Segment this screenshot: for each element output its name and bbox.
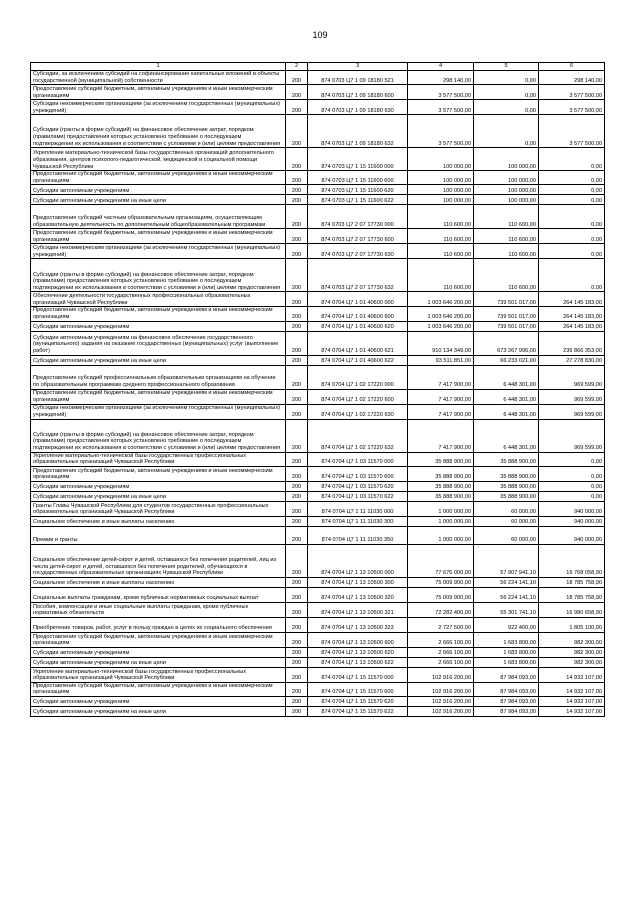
row-value-approved: 2 666 100,00: [408, 647, 474, 657]
row-classification-code: 874 0704 Ц7 1 15 11570 620: [308, 696, 408, 706]
row-name: Социальные выплаты гражданам, кроме публичных нормативных социальных выплат: [31, 587, 286, 602]
table-row: [31, 355, 605, 365]
row-value-approved: 7 417 900,00: [408, 365, 474, 389]
table-row: [31, 544, 605, 577]
row-name: Предоставление субсидий профессиональным образовательным организациям на обучение по образовательным программам среднего профессионального образования: [31, 365, 286, 389]
row-line-code: 200: [286, 667, 308, 682]
row-line-code: 200: [286, 331, 308, 355]
row-value-executed: 100 000,00: [474, 148, 539, 171]
table-row: [31, 259, 605, 292]
table-row: [31, 481, 605, 491]
row-name: Пособия, компенсации и иные социальные выплаты гражданам, кроме публичных нормативных обязательств: [31, 602, 286, 617]
table-row: [31, 706, 605, 716]
row-value-executed: 1 683 800,00: [474, 657, 539, 667]
row-value-remaining: 264 145 183,00: [539, 307, 605, 321]
table-row: [31, 577, 605, 587]
row-value-approved: 910 134 349,00: [408, 331, 474, 355]
row-name: Субсидии автономным учреждениям на иные цели: [31, 195, 286, 205]
row-line-code: 200: [286, 602, 308, 617]
row-name: Субсидии автономным учреждениям: [31, 185, 286, 195]
row-classification-code: 874 0704 Ц7 1 13 10500 321: [308, 602, 408, 617]
row-classification-code: 874 0704 Ц7 1 02 17220 632: [308, 419, 408, 452]
row-value-executed: 0,00: [474, 115, 539, 148]
row-value-executed: 56 224 141,10: [474, 577, 539, 587]
row-classification-code: 874 0704 Ц7 1 13 10500 300: [308, 577, 408, 587]
row-line-code: 200: [286, 501, 308, 516]
row-value-executed: 87 984 093,00: [474, 706, 539, 716]
row-name: Субсидии автономным учреждениям на иные цели: [31, 355, 286, 365]
row-classification-code: 874 0704 Ц7 1 11 11030 300: [308, 516, 408, 526]
row-name: Предоставление субсидий бюджетным, автономным учреждениям и иным некоммерческим организациям: [31, 632, 286, 647]
row-line-code: 200: [286, 205, 308, 229]
row-value-executed: 35 888 900,00: [474, 481, 539, 491]
row-name: Укрепление материально-технической базы государственных профессиональных образовательных организаций Чувашской Республики: [31, 452, 286, 466]
row-classification-code: 874 0704 Ц7 1 02 17220 630: [308, 404, 408, 419]
row-line-code: 200: [286, 516, 308, 526]
row-value-approved: 100 000,00: [408, 185, 474, 195]
row-value-executed: 1 683 800,00: [474, 632, 539, 647]
row-line-code: 200: [286, 321, 308, 331]
row-value-remaining: 14 932 107,00: [539, 706, 605, 716]
row-line-code: 200: [286, 307, 308, 321]
row-line-code: 200: [286, 696, 308, 706]
budget-table: [30, 62, 605, 717]
row-value-remaining: 14 932 107,00: [539, 682, 605, 696]
row-classification-code: 874 0704 Ц7 1 01 40600 620: [308, 321, 408, 331]
row-value-executed: 87 984 093,00: [474, 667, 539, 682]
row-value-remaining: 18 785 758,90: [539, 587, 605, 602]
row-value-executed: 100 000,00: [474, 185, 539, 195]
row-value-approved: 110 600,00: [408, 229, 474, 244]
row-value-executed: 739 501 017,00: [474, 307, 539, 321]
table-row: [31, 331, 605, 355]
row-value-executed: 100 000,00: [474, 171, 539, 185]
table-row: [31, 205, 605, 229]
row-name: Субсидии автономным учреждениям: [31, 481, 286, 491]
row-value-remaining: 982 300,00: [539, 647, 605, 657]
table-row: [31, 452, 605, 466]
table-row: [31, 466, 605, 481]
table-row: [31, 171, 605, 185]
row-line-code: 200: [286, 544, 308, 577]
row-value-executed: 55 301 741,10: [474, 602, 539, 617]
row-value-remaining: 940 000,00: [539, 501, 605, 516]
row-value-executed: 6 448 301,00: [474, 404, 539, 419]
table-row: [31, 100, 605, 115]
row-value-approved: 100 000,00: [408, 171, 474, 185]
row-name: Социальное обеспечение и иные выплаты населению: [31, 577, 286, 587]
row-value-approved: 100 000,00: [408, 148, 474, 171]
row-line-code: 200: [286, 466, 308, 481]
row-value-remaining: 0,00: [539, 205, 605, 229]
row-name: Субсидии автономным учреждениям на иные цели: [31, 657, 286, 667]
row-name: Укрепление материально-технической базы государственных профессиональных образовательных организаций Чувашской Республики: [31, 667, 286, 682]
row-line-code: 200: [286, 259, 308, 292]
row-value-executed: 56 224 141,10: [474, 587, 539, 602]
row-value-remaining: 969 599,00: [539, 365, 605, 389]
row-value-executed: 110 600,00: [474, 259, 539, 292]
row-value-remaining: 18 785 758,90: [539, 577, 605, 587]
row-name: Субсидии автономным учреждениям: [31, 321, 286, 331]
row-value-approved: 35 888 900,00: [408, 481, 474, 491]
row-value-remaining: 3 577 500,00: [539, 115, 605, 148]
row-line-code: 200: [286, 71, 308, 85]
column-header: 3: [308, 63, 408, 71]
row-classification-code: 874 0704 Ц7 1 11 11030 350: [308, 526, 408, 544]
row-name: Приобретение товаров, работ, услуг в пользу граждан в целях их социального обеспечения: [31, 617, 286, 632]
row-value-approved: 2 666 100,00: [408, 657, 474, 667]
row-name: Субсидии, за исключением субсидий на софинансирование капитальных вложений в объекты государственной (муниципальной) собственности: [31, 71, 286, 85]
table-row: [31, 307, 605, 321]
row-classification-code: 874 0703 Ц7 2 07 17730 630: [308, 244, 408, 259]
row-classification-code: 874 0704 Ц7 1 03 11570 000: [308, 452, 408, 466]
row-value-remaining: 0,00: [539, 185, 605, 195]
row-value-executed: 1 683 800,00: [474, 647, 539, 657]
row-name: Субсидии автономным учреждениям: [31, 647, 286, 657]
row-value-remaining: 969 599,00: [539, 389, 605, 404]
row-line-code: 200: [286, 171, 308, 185]
row-line-code: 200: [286, 491, 308, 501]
row-value-approved: 102 916 200,00: [408, 696, 474, 706]
row-classification-code: 874 0704 Ц7 1 01 40600 622: [308, 355, 408, 365]
table-row: [31, 526, 605, 544]
row-value-executed: 6 448 301,00: [474, 419, 539, 452]
row-value-executed: 87 984 093,00: [474, 696, 539, 706]
row-classification-code: 874 0704 Ц7 1 02 17220 000: [308, 365, 408, 389]
row-name: Субсидии автономным учреждениям на иные цели: [31, 706, 286, 716]
row-line-code: 200: [286, 526, 308, 544]
row-line-code: 200: [286, 365, 308, 389]
row-classification-code: 874 0704 Ц7 1 13 10500 620: [308, 647, 408, 657]
table-row: [31, 365, 605, 389]
row-value-remaining: 0,00: [539, 229, 605, 244]
row-name: Предоставление субсидий бюджетным, автономным учреждениям и иным некоммерческим организациям: [31, 466, 286, 481]
row-value-approved: 75 009 900,00: [408, 577, 474, 587]
table-row: [31, 148, 605, 171]
row-value-remaining: 1 805 100,00: [539, 617, 605, 632]
row-line-code: 200: [286, 481, 308, 491]
column-header: 1: [31, 63, 286, 71]
row-value-remaining: 982 300,00: [539, 632, 605, 647]
table-row: [31, 632, 605, 647]
row-name: Предоставление субсидий бюджетным, автономным учреждениям и иным некоммерческим организациям: [31, 682, 286, 696]
row-value-executed: 66 233 021,00: [474, 355, 539, 365]
table-row: [31, 244, 605, 259]
row-classification-code: 874 0703 Ц7 1 15 11600 000: [308, 148, 408, 171]
row-value-executed: 0,00: [474, 100, 539, 115]
row-line-code: 200: [286, 195, 308, 205]
row-line-code: 200: [286, 452, 308, 466]
row-value-executed: 35 888 900,00: [474, 466, 539, 481]
row-value-approved: 3 577 500,00: [408, 100, 474, 115]
row-value-remaining: 298 140,00: [539, 71, 605, 85]
row-value-approved: 1 000 000,00: [408, 526, 474, 544]
table-row: [31, 71, 605, 85]
row-value-executed: 0,00: [474, 71, 539, 85]
row-value-executed: 87 984 093,00: [474, 682, 539, 696]
row-value-approved: 77 676 000,00: [408, 544, 474, 577]
row-name: Предоставление субсидий бюджетным, автономным учреждениям и иным некоммерческим организациям: [31, 85, 286, 100]
row-value-executed: 739 501 017,00: [474, 321, 539, 331]
row-value-approved: 110 600,00: [408, 244, 474, 259]
row-classification-code: 874 0704 Ц7 1 03 11570 622: [308, 491, 408, 501]
row-name: Субсидии (гранты в форме субсидий) на финансовое обеспечение затрат, порядком (правилами) предоставления которых установлено требование о последующем подтверждении их использования в соответствии с условиями и (или) целями предоставления: [31, 419, 286, 452]
column-header: 6: [539, 63, 605, 71]
table-row: [31, 389, 605, 404]
row-value-approved: 1 003 646 200,00: [408, 321, 474, 331]
row-line-code: 200: [286, 419, 308, 452]
row-line-code: 200: [286, 355, 308, 365]
row-value-approved: 7 417 900,00: [408, 404, 474, 419]
row-value-approved: 3 577 500,00: [408, 115, 474, 148]
row-value-remaining: 940 000,00: [539, 516, 605, 526]
row-value-executed: 739 501 017,00: [474, 292, 539, 307]
row-value-remaining: 0,00: [539, 452, 605, 466]
row-value-approved: 110 600,00: [408, 205, 474, 229]
row-value-approved: 1 000 000,00: [408, 501, 474, 516]
row-classification-code: 874 0704 Ц7 1 02 17220 600: [308, 389, 408, 404]
row-classification-code: 874 0704 Ц7 1 03 11570 600: [308, 466, 408, 481]
row-classification-code: 874 0704 Ц7 1 01 40600 000: [308, 292, 408, 307]
row-value-remaining: 0,00: [539, 195, 605, 205]
row-name: Предоставление субсидий частным образовательным организациям, осуществляющим образовательную деятельность по дополнительным общеобразовательным программам: [31, 205, 286, 229]
row-classification-code: 874 0704 Ц7 1 15 11570 622: [308, 706, 408, 716]
row-name: Субсидии некоммерческим организациям (за исключением государственных (муниципальных) учреждений): [31, 100, 286, 115]
row-line-code: 200: [286, 657, 308, 667]
row-value-approved: 7 417 900,00: [408, 389, 474, 404]
table-row: [31, 229, 605, 244]
row-value-remaining: 969 599,00: [539, 419, 605, 452]
row-line-code: 200: [286, 389, 308, 404]
row-classification-code: 874 0703 Ц7 1 09 18180 632: [308, 115, 408, 148]
column-header: 4: [408, 63, 474, 71]
table-row: [31, 587, 605, 602]
row-value-remaining: 3 577 500,00: [539, 85, 605, 100]
row-classification-code: 874 0704 Ц7 1 01 40600 600: [308, 307, 408, 321]
row-value-approved: 72 282 400,00: [408, 602, 474, 617]
row-name: Обеспечение деятельности государственных профессиональных образовательных организаций Чувашской Республики: [31, 292, 286, 307]
table-row: [31, 667, 605, 682]
row-line-code: 200: [286, 229, 308, 244]
row-name: Субсидии автономным учреждениям: [31, 696, 286, 706]
column-header: 5: [474, 63, 539, 71]
table-row: [31, 321, 605, 331]
row-line-code: 200: [286, 587, 308, 602]
row-value-remaining: 236 866 353,00: [539, 331, 605, 355]
row-value-approved: 93 511 851,00: [408, 355, 474, 365]
table-row: [31, 115, 605, 148]
row-value-remaining: 0,00: [539, 466, 605, 481]
row-value-remaining: 264 145 183,00: [539, 321, 605, 331]
row-value-executed: 60 000,00: [474, 526, 539, 544]
row-name: Предоставление субсидий бюджетным, автономным учреждениям и иным некоммерческим организациям: [31, 389, 286, 404]
row-value-approved: 35 888 900,00: [408, 452, 474, 466]
row-line-code: 200: [286, 100, 308, 115]
row-value-executed: 0,00: [474, 85, 539, 100]
row-line-code: 200: [286, 682, 308, 696]
row-value-remaining: 3 577 500,00: [539, 100, 605, 115]
row-value-approved: 2 666 100,00: [408, 632, 474, 647]
row-value-approved: 100 000,00: [408, 195, 474, 205]
row-line-code: 200: [286, 617, 308, 632]
row-value-executed: 110 600,00: [474, 205, 539, 229]
row-value-approved: 110 600,00: [408, 259, 474, 292]
row-value-executed: 35 888 900,00: [474, 452, 539, 466]
row-name: Социальное обеспечение и иные выплаты населению: [31, 516, 286, 526]
row-value-executed: 60 000,00: [474, 516, 539, 526]
row-name: Субсидии (гранты в форме субсидий) на финансовое обеспечение затрат, порядком (правилами) предоставления которых установлено требование о последующем подтверждении их использования в соответствии с условиями и (или) целями предоставления: [31, 115, 286, 148]
row-value-executed: 110 600,00: [474, 229, 539, 244]
table-row: [31, 657, 605, 667]
row-value-remaining: 0,00: [539, 481, 605, 491]
row-value-executed: 57 907 941,10: [474, 544, 539, 577]
row-classification-code: 874 0703 Ц7 1 15 11600 622: [308, 195, 408, 205]
row-value-remaining: 969 599,00: [539, 404, 605, 419]
row-classification-code: 874 0703 Ц7 1 15 11600 620: [308, 185, 408, 195]
row-line-code: 200: [286, 632, 308, 647]
row-classification-code: 874 0704 Ц7 1 01 40600 621: [308, 331, 408, 355]
row-value-approved: 75 009 900,00: [408, 587, 474, 602]
row-value-approved: 1 003 646 200,00: [408, 307, 474, 321]
row-name: Предоставление субсидий бюджетным, автономным учреждениям и иным некоммерческим организациям: [31, 307, 286, 321]
row-classification-code: 874 0704 Ц7 1 13 10500 320: [308, 587, 408, 602]
row-value-executed: 110 600,00: [474, 244, 539, 259]
row-value-approved: 1 003 646 200,00: [408, 292, 474, 307]
row-name: Социальное обеспечение детей-сирот и детей, оставшихся без попечения родителей, лиц из числа детей-сирот и детей, оставшихся без попечения родителей, обучающихся в государственных образовательных организациях Чувашской Республики: [31, 544, 286, 577]
row-value-executed: 100 000,00: [474, 195, 539, 205]
table-row: [31, 419, 605, 452]
table-row: [31, 682, 605, 696]
row-value-remaining: 0,00: [539, 259, 605, 292]
row-line-code: 200: [286, 292, 308, 307]
row-value-approved: 3 577 500,00: [408, 85, 474, 100]
row-name: Премии и гранты: [31, 526, 286, 544]
row-line-code: 200: [286, 577, 308, 587]
row-classification-code: 874 0703 Ц7 1 15 11600 600: [308, 171, 408, 185]
row-name: Субсидии некоммерческим организациям (за исключением государственных (муниципальных) учреждений): [31, 404, 286, 419]
row-line-code: 200: [286, 706, 308, 716]
row-value-remaining: 982 300,00: [539, 657, 605, 667]
row-value-remaining: 27 278 830,00: [539, 355, 605, 365]
table-row: [31, 617, 605, 632]
row-value-executed: 673 267 996,00: [474, 331, 539, 355]
page-number: 109: [312, 30, 328, 40]
row-classification-code: 874 0704 Ц7 1 13 10500 600: [308, 632, 408, 647]
row-value-executed: 35 888 900,00: [474, 491, 539, 501]
row-value-remaining: 16 980 658,90: [539, 602, 605, 617]
row-name: Предоставление субсидий бюджетным, автономным учреждениям и иным некоммерческим организациям: [31, 229, 286, 244]
column-header: 2: [286, 63, 308, 71]
row-value-approved: 35 888 900,00: [408, 491, 474, 501]
row-value-remaining: 264 145 183,00: [539, 292, 605, 307]
row-classification-code: 874 0704 Ц7 1 13 10500 323: [308, 617, 408, 632]
row-value-remaining: 19 768 058,90: [539, 544, 605, 577]
row-name: Гранты Главы Чувашской Республики для студентов государственных профессиональных образовательных организаций Чувашской Республики: [31, 501, 286, 516]
row-name: Субсидии (гранты в форме субсидий) на финансовое обеспечение затрат, порядком (правилами) предоставления которых установлено требование о последующем подтверждении их использования в соответствии с условиями и (или) целями предоставления: [31, 259, 286, 292]
row-name: Субсидии автономным учреждениям на финансовое обеспечение государственного (муниципального) задания на оказание государственных (муниципальных) услуг (выполнение работ): [31, 331, 286, 355]
row-classification-code: 874 0703 Ц7 2 07 17730 000: [308, 205, 408, 229]
row-value-remaining: 14 932 107,00: [539, 667, 605, 682]
table-row: [31, 516, 605, 526]
row-line-code: 200: [286, 185, 308, 195]
row-line-code: 200: [286, 244, 308, 259]
row-classification-code: 874 0704 Ц7 1 11 11030 000: [308, 501, 408, 516]
row-value-executed: 60 000,00: [474, 501, 539, 516]
row-name: Укрепление материально-технической базы государственных организаций дополнительного образования, центров психолого-педагогической, медицинской и социальной помощи Чувашской Республики: [31, 148, 286, 171]
table-row: [31, 501, 605, 516]
row-name: Субсидии автономным учреждениям на иные цели: [31, 491, 286, 501]
row-value-approved: 102 916 200,00: [408, 667, 474, 682]
row-value-approved: 1 000 000,00: [408, 516, 474, 526]
row-value-executed: 6 448 301,00: [474, 389, 539, 404]
row-line-code: 200: [286, 148, 308, 171]
table-row: [31, 185, 605, 195]
row-line-code: 200: [286, 404, 308, 419]
row-classification-code: 874 0703 Ц7 2 07 17730 632: [308, 259, 408, 292]
row-value-approved: 7 417 900,00: [408, 419, 474, 452]
table-row: [31, 292, 605, 307]
row-classification-code: 874 0704 Ц7 1 13 10500 622: [308, 657, 408, 667]
row-value-remaining: 0,00: [539, 171, 605, 185]
row-classification-code: 874 0703 Ц7 2 07 17730 600: [308, 229, 408, 244]
row-classification-code: 874 0704 Ц7 1 15 11570 000: [308, 667, 408, 682]
row-value-remaining: 0,00: [539, 244, 605, 259]
row-line-code: 200: [286, 85, 308, 100]
table-row: [31, 696, 605, 706]
row-classification-code: 874 0704 Ц7 1 15 11570 600: [308, 682, 408, 696]
row-value-approved: 298 140,00: [408, 71, 474, 85]
table-row: [31, 602, 605, 617]
table-row: [31, 404, 605, 419]
row-name: Субсидии некоммерческим организациям (за исключением государственных (муниципальных) учреждений): [31, 244, 286, 259]
table-row: [31, 85, 605, 100]
row-value-remaining: 940 000,00: [539, 526, 605, 544]
row-name: Предоставление субсидий бюджетным, автономным учреждениям и иным некоммерческим организациям: [31, 171, 286, 185]
table-row: [31, 195, 605, 205]
row-value-approved: 35 888 900,00: [408, 466, 474, 481]
table-row: [31, 647, 605, 657]
table-body: [31, 71, 605, 717]
row-classification-code: 874 0704 Ц7 1 13 10500 000: [308, 544, 408, 577]
row-value-approved: 2 727 500,00: [408, 617, 474, 632]
header-row: [31, 63, 605, 71]
row-classification-code: 874 0703 Ц7 1 09 18180 600: [308, 85, 408, 100]
row-classification-code: 874 0703 Ц7 1 09 18180 521: [308, 71, 408, 85]
table-row: [31, 491, 605, 501]
row-value-approved: 102 916 200,00: [408, 706, 474, 716]
row-line-code: 200: [286, 647, 308, 657]
row-classification-code: 874 0703 Ц7 1 09 18180 630: [308, 100, 408, 115]
row-value-executed: 6 448 301,00: [474, 365, 539, 389]
row-value-approved: 102 916 200,00: [408, 682, 474, 696]
row-value-remaining: 0,00: [539, 491, 605, 501]
row-value-remaining: 14 932 107,00: [539, 696, 605, 706]
row-line-code: 200: [286, 115, 308, 148]
row-value-executed: 922 400,00: [474, 617, 539, 632]
row-classification-code: 874 0704 Ц7 1 03 11570 620: [308, 481, 408, 491]
row-value-remaining: 0,00: [539, 148, 605, 171]
